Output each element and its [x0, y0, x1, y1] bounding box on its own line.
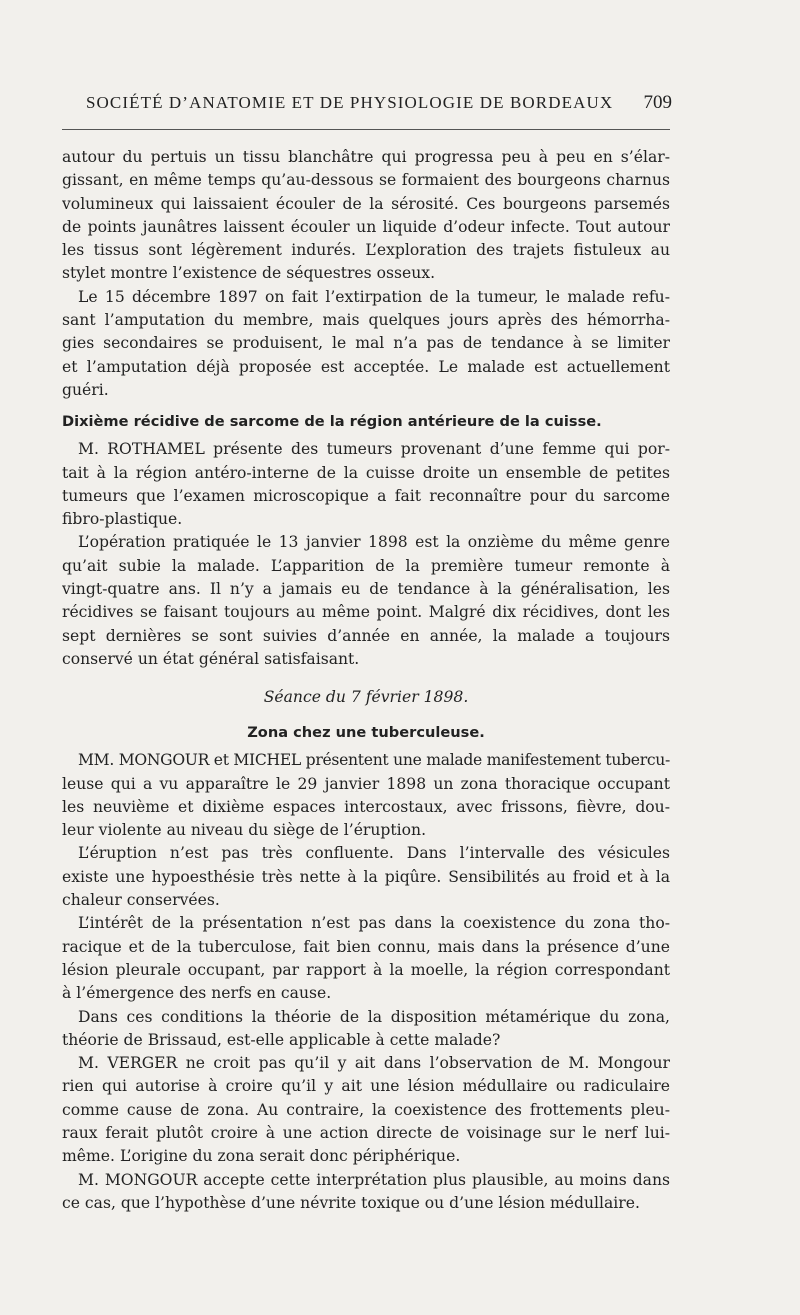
text-line: gies secondaires se produisent, le mal n’a pas de tendance à se limiter	[62, 334, 670, 353]
text-line: leur violente au niveau du siège de l’éruption.	[62, 821, 427, 840]
text-line: sept dernières se sont suivies d’année en année, la malade a toujours	[62, 626, 670, 645]
text-line: L’éruption n’est pas très confluente. Dans l’intervalle des vésicules	[78, 844, 670, 863]
text-line: M. VERGER ne croit pas qu’il y ait dans l’observation de M. Mongour	[78, 1054, 670, 1073]
text-line: comme cause de zona. Au contraire, la coexistence des frottements pleu-	[62, 1100, 670, 1119]
seance-date: Séance du 7 février 1898.	[263, 688, 469, 707]
text-line: tumeurs que l’examen microscopique a fait reconnaître pour du sarcome	[62, 486, 670, 505]
text-line: de points jaunâtres laissent écouler un liquide d’odeur infecte. Tout autour	[62, 217, 670, 236]
text-line: les neuvième et dixième espaces intercostaux, avec frissons, fièvre, dou-	[62, 797, 670, 816]
text-line: chaleur conservées.	[62, 891, 220, 910]
text-line: théorie de Brissaud, est-elle applicable à cette malade?	[62, 1030, 501, 1049]
header-rule	[62, 129, 670, 130]
text-line: racique et de la tuberculose, fait bien connu, mais dans la présence d’une	[62, 937, 670, 956]
text-line: raux ferait plutôt croire à une action directe de voisinage sur le nerf lui-	[62, 1123, 670, 1142]
running-title: SOCIÉTÉ D’ANATOMIE ET DE PHYSIOLOGIE DE BORDEAUX	[86, 93, 614, 112]
text-line: M. ROTHAMEL présente des tumeurs provenant d’une femme qui por-	[78, 440, 670, 459]
section-heading: Zona chez une tuberculeuse.	[247, 724, 485, 742]
text-line: même. L’origine du zona serait donc périphérique.	[62, 1147, 461, 1166]
text-line: les tissus sont légèrement indurés. L’exploration des trajets fistuleux au	[62, 241, 670, 260]
text-line: gissant, en même temps qu’au-dessous se formaient des bourgeons charnus	[62, 171, 670, 190]
text-line: à l’émergence des nerfs en cause.	[62, 984, 332, 1003]
text-line: récidives se faisant toujours au même point. Malgré dix récidives, dont les	[62, 603, 670, 622]
body-text	[62, 146, 670, 1215]
text-line: Le 15 décembre 1897 on fait l’extirpation de la tumeur, le malade refu-	[78, 287, 670, 306]
text-line: volumineux qui laissaient écouler de la sérosité. Ces bourgeons parsemés	[62, 194, 670, 213]
text-line: guéri.	[62, 380, 109, 399]
text-line: M. MONGOUR accepte cette interprétation plus plausible, au moins dans	[78, 1170, 670, 1189]
text-line: lésion pleurale occupant, par rapport à la moelle, la région correspondant	[62, 960, 670, 979]
text-line: sant l’amputation du membre, mais quelques jours après des hémorrha-	[62, 311, 670, 330]
text-line: leuse qui a vu apparaître le 29 janvier 1898 un zona thoracique occupant	[62, 774, 670, 793]
text-line: existe une hypoesthésie très nette à la piqûre. Sensibilités au froid et à la	[62, 867, 670, 886]
text-line: fibro-plastique.	[62, 510, 183, 529]
text-line: Dans ces conditions la théorie de la disposition métamérique du zona,	[78, 1007, 670, 1026]
text-line: ce cas, que l’hypothèse d’une névrite toxique ou d’une lésion médullaire.	[62, 1193, 640, 1212]
text-line: conservé un état général satisfaisant.	[62, 649, 360, 668]
text-line: et l’amputation déjà proposée est acceptée. Le malade est actuellement	[62, 357, 670, 376]
text-line: qu’ait subie la malade. L’apparition de la première tumeur remonte à	[62, 556, 670, 575]
text-line: stylet montre l’existence de séquestres osseux.	[62, 264, 436, 283]
running-head	[86, 92, 672, 114]
text-line: L’intérêt de la présentation n’est pas dans la coexistence du zona tho-	[78, 914, 670, 933]
text-line: MM. MONGOUR et MICHEL présentent une malade manifestement tubercu-	[78, 751, 670, 770]
text-line: rien qui autorise à croire qu’il y ait une lésion médullaire ou radiculaire	[62, 1077, 670, 1096]
page-number: 709	[643, 92, 672, 113]
text-line: L’opération pratiquée le 13 janvier 1898 est la onzième du même genre	[78, 533, 670, 552]
text-line: autour du pertuis un tissu blanchâtre qui progressa peu à peu en s’élar-	[62, 148, 670, 166]
text-line: vingt-quatre ans. Il n’y a jamais eu de tendance à la généralisation, les	[62, 580, 670, 599]
section-heading: Dixième récidive de sarcome de la région antérieure de la cuisse.	[62, 413, 602, 431]
text-line: tait à la région antéro-interne de la cuisse droite un ensemble de petites	[62, 463, 670, 482]
